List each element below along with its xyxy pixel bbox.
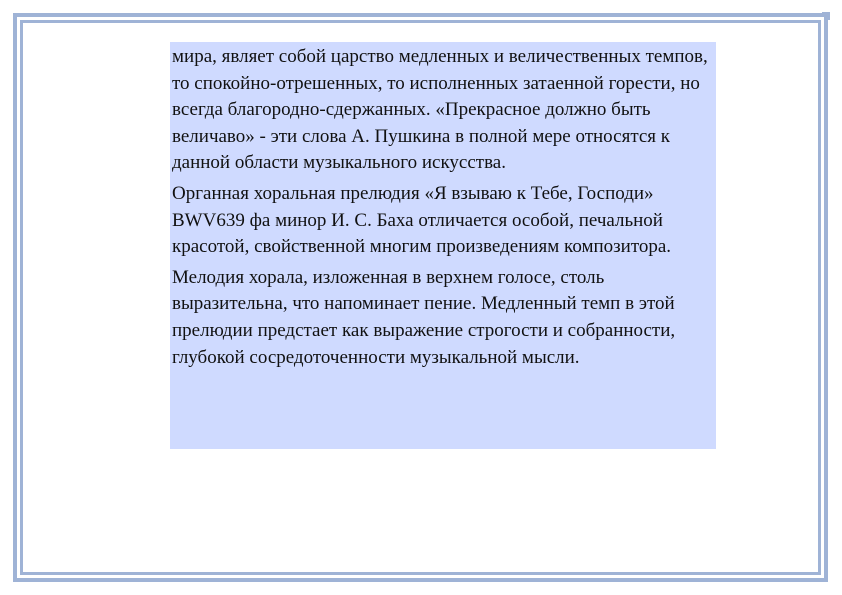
text-box: [170, 42, 716, 449]
slide-frame-corner: [822, 12, 830, 20]
paragraph-2: Органная хоральная прелюдия «Я взываю к Тебе, Господи» BWV639 фа минор И. С. Баха отличается особой, печальной красотой, свойственной многим произведениям композитора.: [172, 182, 672, 258]
paragraph-3: Мелодия хорала, изложенная в верхнем голосе, столь выразительна, что напоминает пение. Медленный темп в этой прелюдии предстает как выражение строгости и собранности, глубокой сосредоточенности музыкальной мысли.: [172, 266, 676, 368]
paragraph-1: мира, являет собой царство медленных и величественных темпов, то спокойно-отрешенных, то исполненных затаенной горести, но всегда благородно-сдержанных. «Прекрасное должно быть величаво» - эти слова А. Пушкина в полной мере относятся к данной области музыкального искусства.: [172, 46, 708, 174]
